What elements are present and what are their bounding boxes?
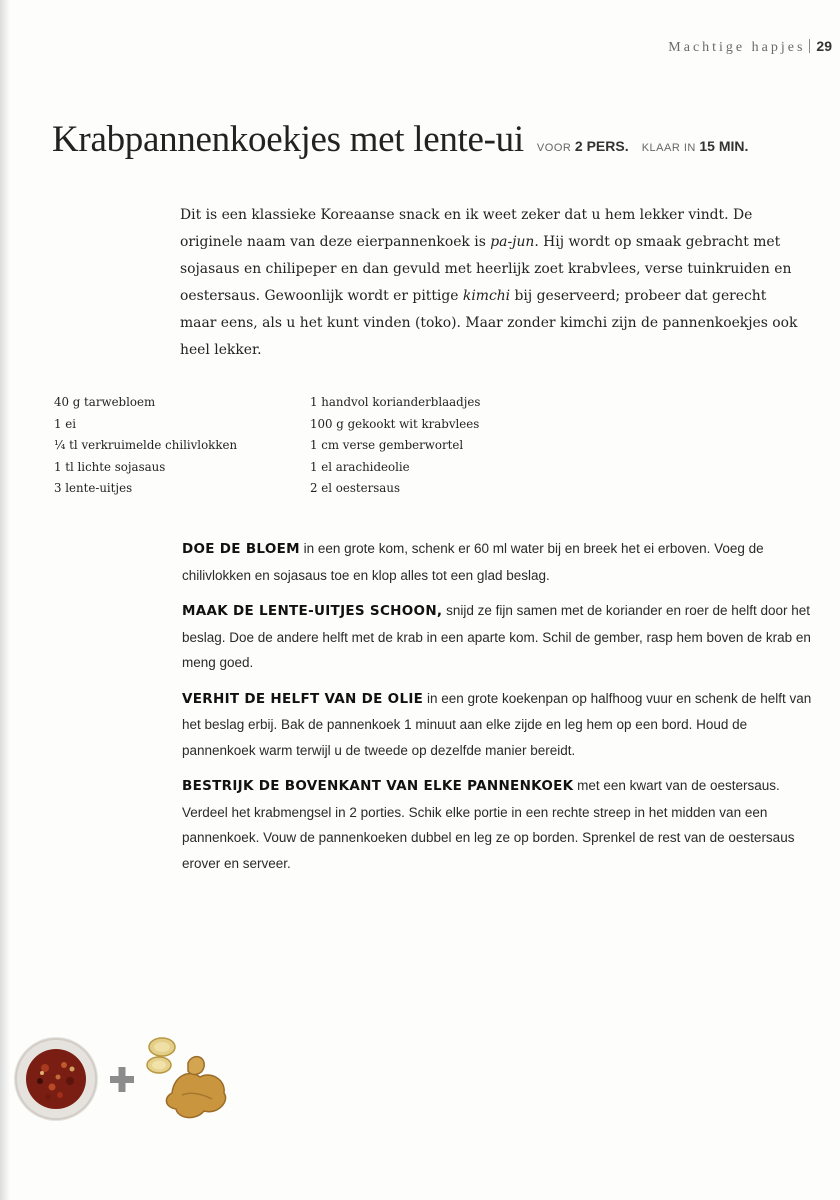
step-text: snijd ze fijn samen met de koriander en roer de helft door het beslag. Doe de andere helft met de krab in een aparte kom. Schil de gember, rasp hem boven de krab en meng goed. <box>182 603 811 670</box>
ingredient-item: ¼ tl verkruimelde chilivlokken <box>54 438 238 452</box>
time-value: 15 MIN. <box>699 138 749 154</box>
recipe-step-2 <box>182 598 812 676</box>
step-lead: VERHIT DE HELFT VAN DE OLIE <box>182 690 424 707</box>
intro-paragraph <box>180 202 800 364</box>
intro-italic-kimchi: kimchi <box>462 288 511 304</box>
intro-italic-pajun: pa-jun <box>490 234 535 250</box>
recipe-title: Krabpannenkoekjes met lente-ui <box>52 119 524 160</box>
ingredient-photos-svg <box>12 1035 252 1125</box>
recipe-step-3 <box>182 686 812 764</box>
step-text: in een grote kom, schenk er 60 ml water bij en breek het ei erboven. Voeg de chilivlokken en sojasaus toe en klop alles tot een glad beslag. <box>182 541 764 583</box>
recipe-step-4 <box>182 773 812 876</box>
section-title: Machtige hapjes <box>668 40 806 55</box>
chili-flakes-bowl-icon <box>14 1037 98 1121</box>
step-lead: BESTRIJK DE BOVENKANT VAN ELKE PANNENKOEK <box>182 778 574 794</box>
time-label: KLAAR IN <box>641 142 696 154</box>
recipe-step-1 <box>182 536 812 588</box>
ingredient-item: 1 cm verse gemberwortel <box>310 438 464 452</box>
ginger-root-icon <box>147 1038 226 1118</box>
running-header <box>668 38 832 56</box>
header-separator <box>809 39 810 53</box>
page-edge-shadow <box>0 0 10 1200</box>
serves-label: VOOR <box>536 142 572 154</box>
step-text: met een kwart van de oestersaus. Verdeel het krabmengsel in 2 porties. Schik elke portie in een rechte streep in het midden van een pannenkoek. Vouw de pannenkoeken dubbel en leg ze op borden. Sprenkel de rest van de oestersaus erover en serveer. <box>182 778 795 871</box>
intro-text-1: Dit is een klassieke Koreaanse snack en ik weet zeker dat u hem lekker vindt. De originele naam van deze eierpannenkoek is <box>180 207 753 250</box>
page-number: 29 <box>816 38 832 54</box>
intro-text-2: . Hij wordt op smaak gebracht met sojasaus en chilipeper en dan gevuld met heerlijk zoet krabvlees, verse tuinkruiden en oestersaus. Gewoonlijk wordt er pittige <box>180 234 792 304</box>
ingredient-item: 1 ei <box>54 416 77 431</box>
time-info <box>641 138 749 154</box>
serves-value: 2 PERS. <box>574 138 629 154</box>
recipe-intro <box>180 202 800 364</box>
serves-info <box>536 138 629 154</box>
step-text: in een grote koekenpan op halfhoog vuur en schenk de helft van het beslag erbij. Bak de pannenkoek 1 minuut aan elke zijde en leg hem op een bord. Houd de pannenkoek warm terwijl u de tweede op dezelfde manier bereidt. <box>182 690 812 758</box>
ingredients-column-1 <box>54 392 304 500</box>
step-lead: DOE DE BLOEM <box>182 541 300 557</box>
intro-text-3: bij geserveerd; probeer dat gerecht maar eens, als u het kunt vinden (toko). Maar zonder kimchi zijn de pannenkoekjes ook heel lekker. <box>180 288 798 358</box>
plus-icon <box>110 1067 134 1092</box>
recipe-title-row <box>52 118 822 161</box>
ingredient-item: 1 el arachideolie <box>310 459 410 474</box>
ingredient-photos <box>12 1035 252 1125</box>
ingredient-item: 1 tl lichte sojasaus <box>54 459 166 474</box>
ingredient-item: 2 el oestersaus <box>310 481 400 495</box>
recipe-steps <box>182 536 812 886</box>
ingredient-item: 1 handvol korianderblaadjes <box>310 395 481 409</box>
ingredient-item: 40 g tarwebloem <box>54 395 156 409</box>
ingredient-item: 3 lente-uitjes <box>54 481 133 495</box>
ingredient-item: 100 g gekookt wit krabvlees <box>310 416 480 431</box>
ingredients-column-2 <box>310 392 570 500</box>
step-lead: MAAK DE LENTE-UITJES SCHOON, <box>182 603 443 619</box>
